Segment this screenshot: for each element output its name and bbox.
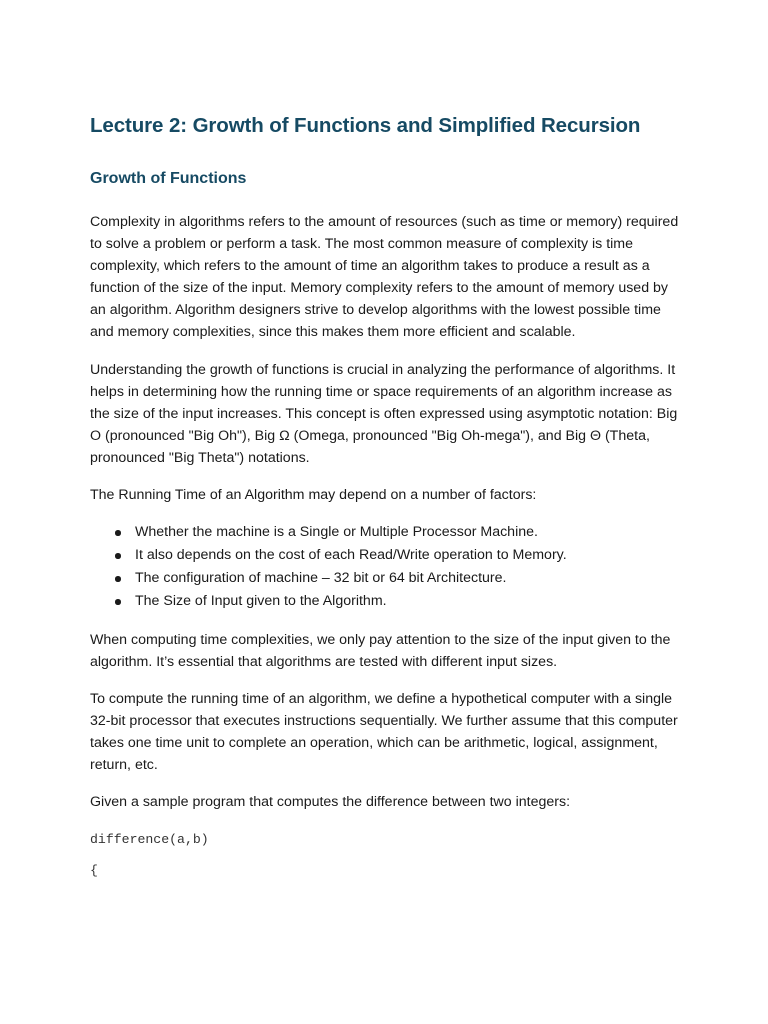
paragraph-hypothetical-computer: To compute the running time of an algorithm, we define a hypothetical computer with a single 32-bit processor that executes instructions sequentially. We further assume that this computer takes one time unit to complete an operation, which can be arithmetic, logical, assignment, return, etc. (90, 690, 678, 773)
paragraph-complexity: Complexity in algorithms refers to the amount of resources (such as time or memory) required to solve a problem or perform a task. The most common measure of complexity is time complexity, which refers to the amount of time an algorithm takes to produce a result as a function of the size of the input. Memory complexity refers to the amount of memory used by an algorithm. Algorithm designers strive to develop algorithms with the lowest possible time and memory complexities, since this makes them more efficient and scalable. (90, 214, 679, 341)
code-line: difference(a,b) (90, 832, 209, 848)
list-item: The Size of Input given to the Algorithm. (135, 590, 680, 613)
factors-list (90, 521, 680, 613)
list-item: The configuration of machine – 32 bit or 64 bit Architecture. (135, 567, 680, 590)
code-line: { (90, 863, 98, 879)
paragraph-growth: Understanding the growth of functions is crucial in analyzing the performance of algorithms. It helps in determining how the running time or space requirements of an algorithm increase as the size of the input increases. This concept is often expressed using asymptotic notation: Big O (pronounced "Big Oh"), Big Ω (Omega, pronounced "Big Oh-mega"), and Big Θ (Theta, pronounced "Big Theta") notations. (90, 361, 678, 466)
page-title: Lecture 2: Growth of Functions and Simplified Recursion (90, 114, 641, 137)
section-heading: Growth of Functions (90, 170, 247, 187)
paragraph-input-size: When computing time complexities, we only pay attention to the size of the input given to the algorithm. It’s essential that algorithms are tested with different input sizes. (90, 631, 671, 670)
list-item: It also depends on the cost of each Read/Write operation to Memory. (135, 544, 680, 567)
paragraph-sample-program: Given a sample program that computes the difference between two integers: (90, 794, 571, 811)
document-page (90, 111, 680, 881)
paragraph-running-time: The Running Time of an Algorithm may depend on a number of factors: (90, 487, 537, 504)
list-item: Whether the machine is a Single or Multiple Processor Machine. (135, 521, 680, 544)
